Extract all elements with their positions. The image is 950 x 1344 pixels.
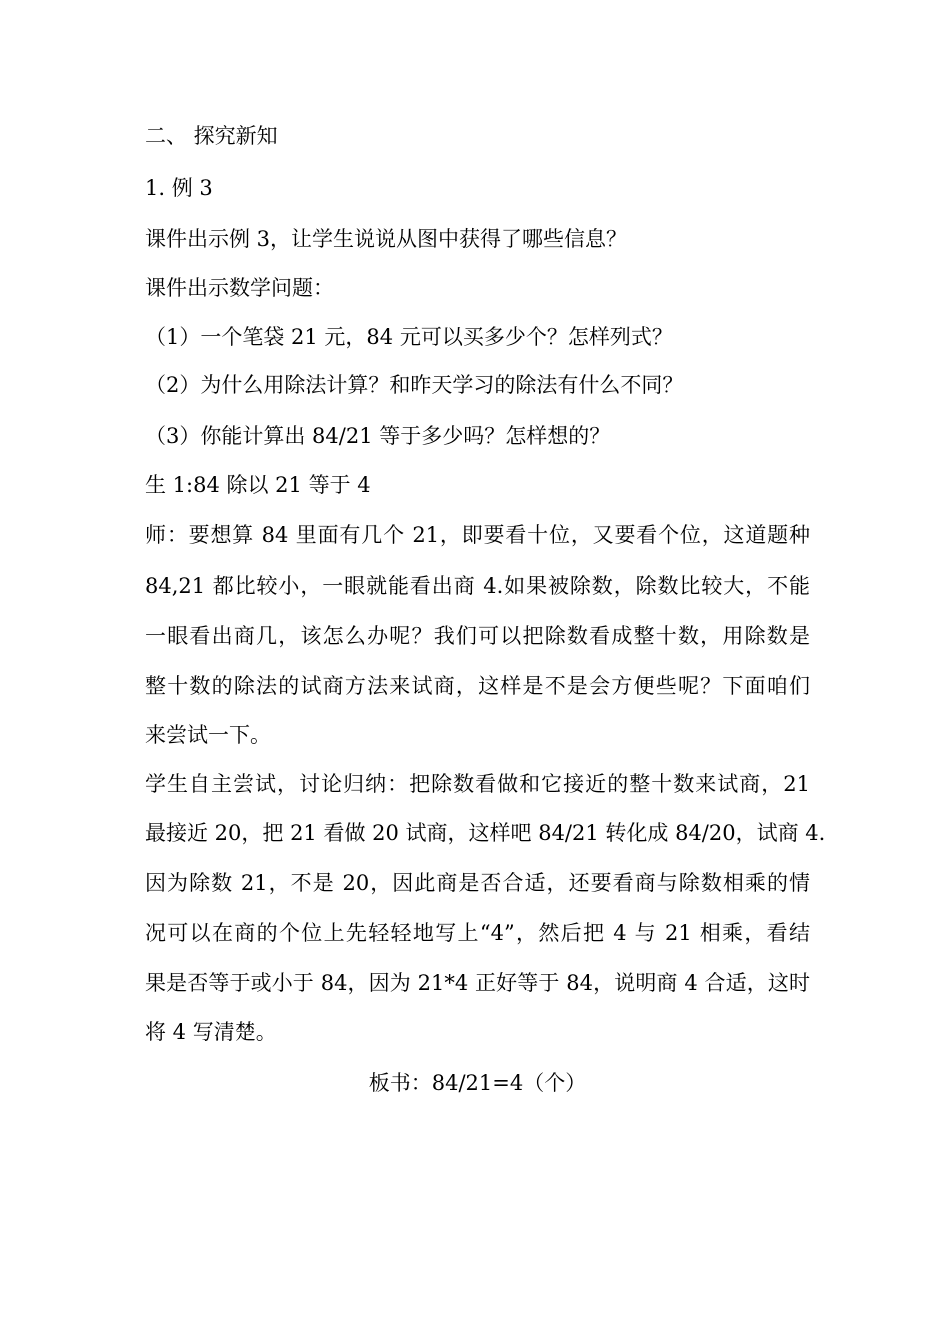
intro-paragraph: 课件出示例 3，让学生说说从图中获得了哪些信息？ [145,227,628,251]
summary-line-2: 最接近 20，把 21 看做 20 试商，这样吧 84/21 转化成 84/20，试商 4. [145,821,826,845]
summary-line-4: 况可以在商的个位上先轻轻地写上“4”，然后把 4 与 21 相乘，看结 [145,921,810,945]
question-1: （1）一个笔袋 21 元，84 元可以买多少个？怎样列式？ [145,325,673,349]
questions-intro: 课件出示数学问题： [145,276,334,300]
summary-line-1: 学生自主尝试，讨论归纳：把除数看做和它接近的整十数来试商，21 [145,772,810,796]
board-writing: 板书：84/21=4（个） [368,1071,587,1095]
teacher-line-5: 来尝试一下。 [145,723,271,747]
question-3: （3）你能计算出 84/21 等于多少吗？怎样想的？ [145,424,611,448]
teacher-line-2: 84,21 都比较小，一眼就能看出商 4.如果被除数，除数比较大，不能 [145,574,810,598]
question-2: （2）为什么用除法计算？和昨天学习的除法有什么不同？ [145,373,684,397]
summary-line-5: 果是否等于或小于 84，因为 21*4 正好等于 84，说明商 4 合适，这时 [145,971,810,995]
teacher-line-4: 整十数的除法的试商方法来试商，这样是不是会方便些呢？下面咱们 [145,674,810,698]
student-answer: 生 1:84 除以 21 等于 4 [145,473,371,497]
example-heading: 1. 例 3 [145,176,213,200]
summary-line-6: 将 4 写清楚。 [145,1020,277,1044]
teacher-line-1: 师：要想算 84 里面有几个 21，即要看十位，又要看个位，这道题种 [145,523,810,547]
section-heading: 二、 探究新知 [145,124,278,148]
teacher-line-3: 一眼看出商几，该怎么办呢？我们可以把除数看成整十数，用除数是 [145,624,810,648]
summary-line-3: 因为除数 21，不是 20，因此商是否合适，还要看商与除数相乘的情 [145,871,810,895]
